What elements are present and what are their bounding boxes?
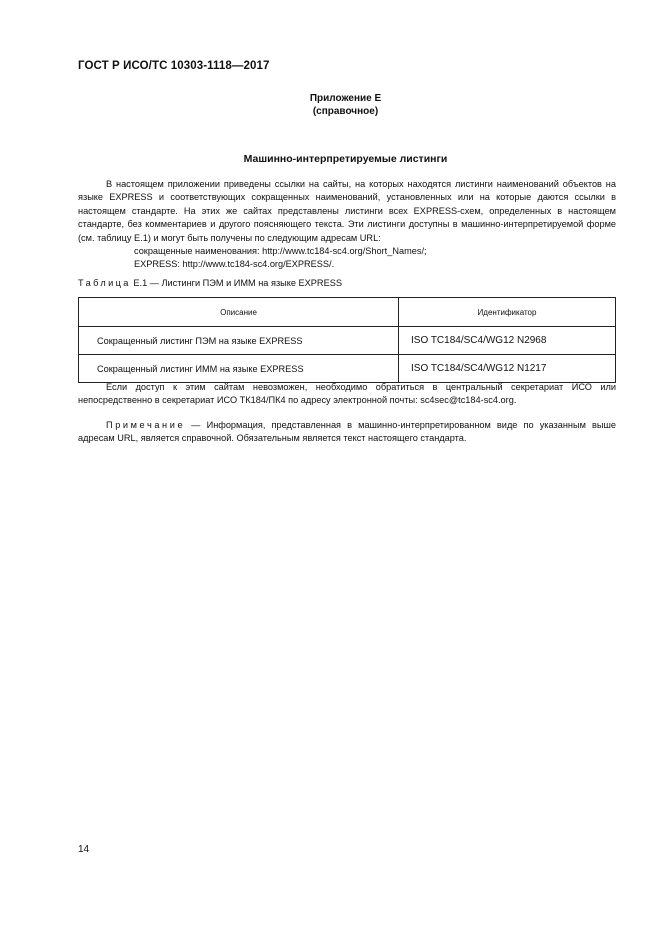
note-paragraph <box>78 419 616 446</box>
column-header-description: Описание <box>79 298 399 327</box>
url-express: EXPRESS: http://www.tc184-sc4.org/EXPRESS/. <box>134 259 335 270</box>
table-caption-label: Таблица <box>78 278 131 288</box>
table-header-row <box>79 298 616 327</box>
row-identifier: ISO TC184/SC4/WG12 N1217 <box>399 355 616 383</box>
access-paragraph: Если доступ к этим сайтам невозможен, необходимо обратиться в центральный секретариат ИСО или непосредственно в секретариат ИСО ТК184/ПК4 по адресу электронной почты: sc4sec@tc184-sc4.org. <box>78 382 616 406</box>
table-row <box>79 327 616 355</box>
intro-paragraph: В настоящем приложении приведены ссылки на сайты, на которых находятся листинги наименований объектов на языке EXPRESS и соответствующих сокращенных наименований, установленных или на которые даются ссылки в настоящем стандарте. На этих же сайтах представлены листинги всех EXPRESS-схем, определенных в настоящем стандарте, без комментариев и другого поясняющего текста. Эти листинги доступны в машинно-интерпретируемой форме (см. таблицу Е.1) и могут быть получены по следующим адресам URL: <box>78 179 616 243</box>
appendix-heading <box>0 92 661 118</box>
appendix-title: Приложение Е <box>309 93 382 104</box>
row-description: Сокращенный листинг ИММ на языке EXPRESS <box>79 355 399 383</box>
standard-designation: ГОСТ Р ИСО/ТС 10303-1118—2017 <box>78 60 270 72</box>
note-text: — Информация, представленная в машинно-интерпретированном виде по указанным выше адресам URL, является справочной. Обязательным является текст настоящего стандарта. <box>78 420 616 444</box>
page-number: 14 <box>78 844 90 855</box>
url-short-names: сокращенные наименования: http://www.tc184-sc4.org/Short_Names/; <box>134 246 427 257</box>
note-block <box>78 419 616 446</box>
table-row <box>79 355 616 383</box>
intro-block <box>78 178 616 272</box>
row-identifier: ISO TC184/SC4/WG12 N2968 <box>399 327 616 355</box>
column-header-identifier: Идентификатор <box>399 298 616 327</box>
row-description: Сокращенный листинг ПЭМ на языке EXPRESS <box>79 327 399 355</box>
listings-table <box>78 297 616 383</box>
access-block <box>78 381 616 408</box>
note-label: Примечание <box>106 420 186 430</box>
section-title: Машинно-интерпретируемые листинги <box>243 153 448 165</box>
appendix-subtitle: (справочное) <box>312 106 379 117</box>
table-caption-text: Е.1 — Листинги ПЭМ и ИММ на языке EXPRESS <box>133 278 342 288</box>
table-caption <box>78 278 342 288</box>
